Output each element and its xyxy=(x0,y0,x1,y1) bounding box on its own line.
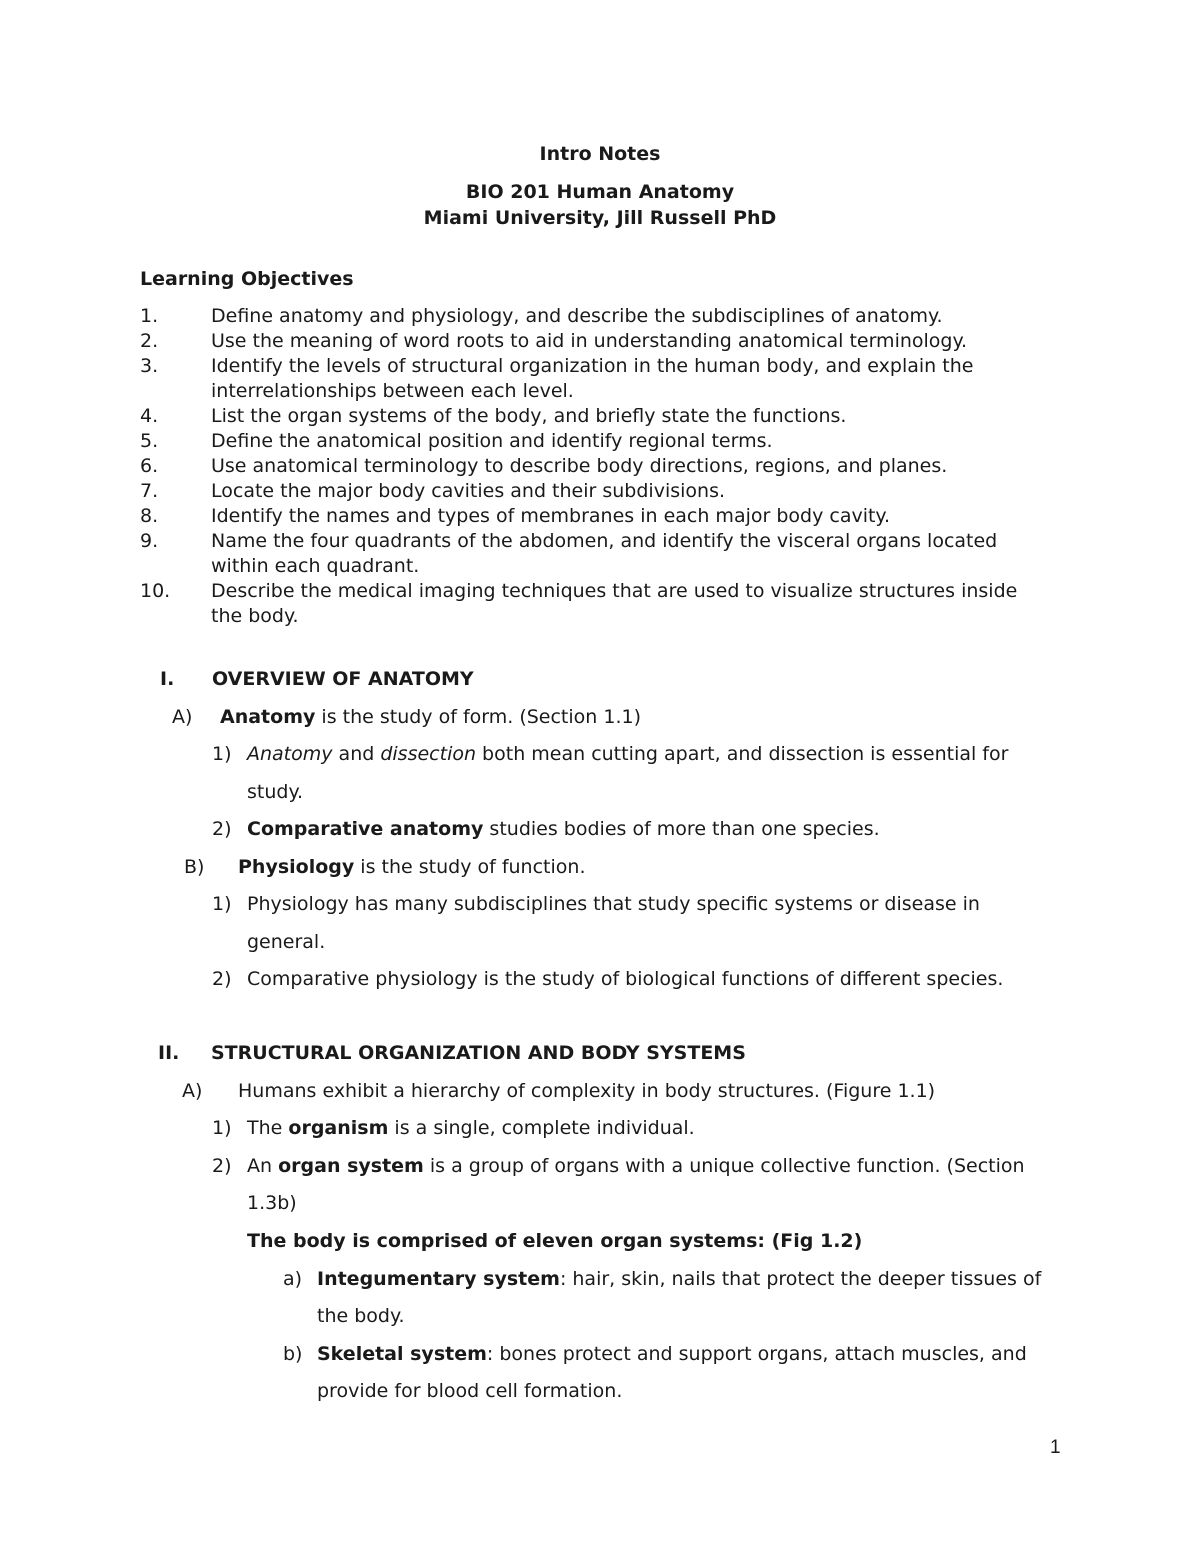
objective-number: 5. xyxy=(140,430,159,452)
objective-number: 7. xyxy=(140,480,159,502)
objective-text: Define the anatomical position and identify regional terms. xyxy=(211,430,773,452)
outline-label: 1) xyxy=(212,743,232,765)
outline-label: 2) xyxy=(212,818,232,840)
objective-number: 9. xyxy=(140,530,159,552)
section-1-number: I. xyxy=(160,668,175,690)
outline-item-comparative-physiology: Comparative physiology is the study of biological functions of different species. xyxy=(247,968,1004,990)
outline-item-continuation: study. xyxy=(247,781,304,803)
page-number: 1 xyxy=(1050,1437,1061,1458)
outline-item-organ-system: An organ system is a group of organs with a unique collective function. (Section xyxy=(247,1155,1025,1177)
outline-item-continuation: the body. xyxy=(317,1305,405,1327)
outline-item-comparative-anatomy: Comparative anatomy studies bodies of more than one species. xyxy=(247,818,880,840)
term-physiology: Physiology xyxy=(238,856,355,878)
objective-number: 2. xyxy=(140,330,159,352)
outline-label: 2) xyxy=(212,1155,232,1177)
outline-label: A) xyxy=(182,1080,203,1102)
objective-text: interrelationships between each level. xyxy=(211,380,574,402)
objective-number: 6. xyxy=(140,455,159,477)
objective-text: Name the four quadrants of the abdomen, and identify the visceral organs located xyxy=(211,530,998,552)
organ-systems-subheading: The body is comprised of eleven organ systems: (Fig 1.2) xyxy=(247,1230,863,1252)
course-title: BIO 201 Human Anatomy xyxy=(465,181,735,203)
objective-text: Use anatomical terminology to describe body directions, regions, and planes. xyxy=(211,455,948,477)
document-title: Intro Notes xyxy=(539,143,661,165)
outline-item-dissection: Anatomy and dissection both mean cutting apart, and dissection is essential for xyxy=(247,743,1009,765)
outline-item-continuation: 1.3b) xyxy=(247,1192,297,1214)
outline-label: 2) xyxy=(212,968,232,990)
objective-text: Use the meaning of word roots to aid in understanding anatomical terminology. xyxy=(211,330,968,352)
outline-item-organism: The organism is a single, complete individual. xyxy=(247,1117,695,1139)
objectives-heading: Learning Objectives xyxy=(140,268,354,290)
objective-text: Define anatomy and physiology, and describe the subdisciplines of anatomy. xyxy=(211,305,943,327)
objective-number: 3. xyxy=(140,355,159,377)
outline-item-hierarchy: Humans exhibit a hierarchy of complexity in body structures. (Figure 1.1) xyxy=(238,1080,936,1102)
outline-item-integumentary: Integumentary system: hair, skin, nails that protect the deeper tissues of xyxy=(317,1268,1042,1290)
objective-text: Identify the names and types of membranes in each major body cavity. xyxy=(211,505,891,527)
objective-text: Identify the levels of structural organization in the human body, and explain the xyxy=(211,355,974,377)
objective-text: within each quadrant. xyxy=(211,555,420,577)
objective-number: 8. xyxy=(140,505,159,527)
outline-item-subdisciplines: Physiology has many subdisciplines that study specific systems or disease in xyxy=(247,893,980,915)
outline-item-physiology: Physiology is the study of function. xyxy=(238,856,586,878)
outline-item-continuation: provide for blood cell formation. xyxy=(317,1380,623,1402)
outline-label: 1) xyxy=(212,1117,232,1139)
objective-number: 1. xyxy=(140,305,159,327)
objective-text: Locate the major body cavities and their subdivisions. xyxy=(211,480,726,502)
section-1-title: OVERVIEW OF ANATOMY xyxy=(212,668,474,690)
outline-item-skeletal: Skeletal system: bones protect and support organs, attach muscles, and xyxy=(317,1343,1027,1365)
term-anatomy: Anatomy xyxy=(220,706,316,728)
outline-item-continuation: general. xyxy=(247,931,326,953)
objective-number: 4. xyxy=(140,405,159,427)
outline-label: 1) xyxy=(212,893,232,915)
outline-label: b) xyxy=(283,1343,303,1365)
outline-label: B) xyxy=(184,856,205,878)
section-2-title: STRUCTURAL ORGANIZATION AND BODY SYSTEMS xyxy=(211,1042,746,1064)
outline-label: a) xyxy=(283,1268,303,1290)
section-2-number: II. xyxy=(158,1042,180,1064)
outline-item-anatomy: Anatomy is the study of form. (Section 1.1) xyxy=(220,706,641,728)
author-line: Miami University, Jill Russell PhD xyxy=(423,207,777,229)
objective-text: the body. xyxy=(211,605,299,627)
objective-text: Describe the medical imaging techniques that are used to visualize structures inside xyxy=(211,580,1018,602)
objective-text: List the organ systems of the body, and briefly state the functions. xyxy=(211,405,847,427)
objective-number: 10. xyxy=(140,580,171,602)
outline-label: A) xyxy=(172,706,193,728)
